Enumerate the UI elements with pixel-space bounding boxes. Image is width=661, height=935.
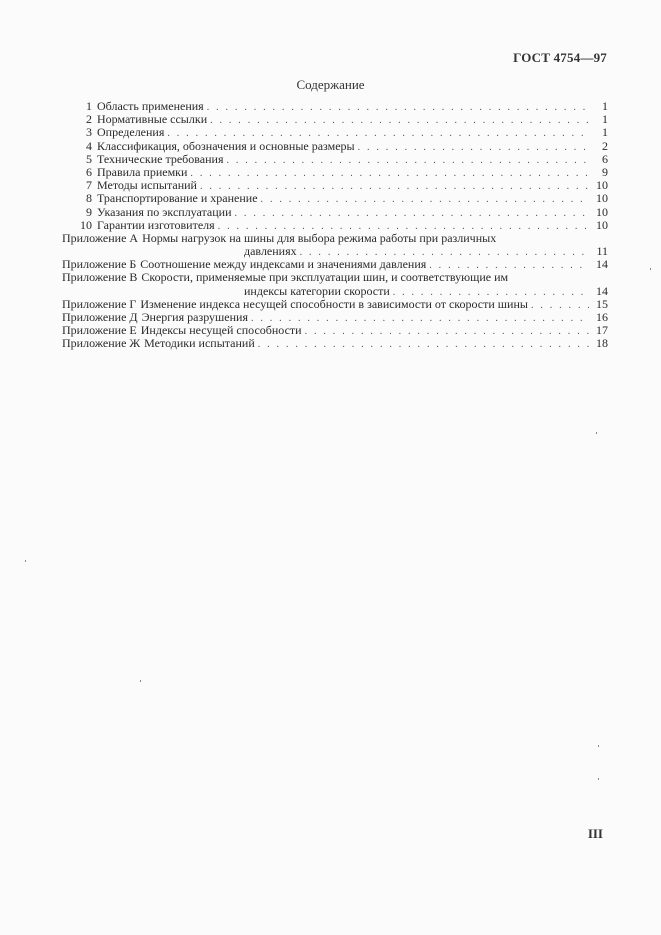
toc-entry-page: 6 [602, 151, 608, 166]
toc-entry-label: Область применения [97, 99, 204, 113]
toc-entry-number: 9 [86, 204, 92, 219]
toc-entry[interactable] [78, 140, 608, 153]
scan-speck [598, 778, 599, 780]
document-code: ГОСТ 4754—97 [513, 50, 607, 65]
dot-leader [190, 167, 589, 180]
toc-entry-number: 6 [86, 164, 92, 179]
toc-entry-page: 1 [602, 99, 608, 113]
toc-entry-label: Технические требования [97, 151, 224, 166]
page-number: III [587, 826, 603, 841]
toc-entry-label: Транспортирование и хранение [97, 191, 258, 206]
toc-entry-page: 9 [602, 164, 608, 179]
toc-entry[interactable] [78, 192, 608, 205]
scan-speck [650, 268, 651, 270]
dot-leader [531, 299, 589, 312]
appendix-prefix: Приложение А [62, 230, 139, 245]
toc-entry-page: 14 [596, 283, 608, 298]
appendix-prefix: Приложение Ж [62, 336, 141, 351]
appendix-label: Скорости, применяемые при эксплуатации шин, и соответствующие им [141, 270, 509, 285]
appendix-label: Энергия разрушения [141, 310, 248, 324]
dot-leader [258, 338, 589, 351]
appendix-label: Изменение индекса несущей способности в зависимости от скорости шины [140, 296, 528, 311]
toc-entry[interactable] [78, 126, 608, 139]
toc-entry-page: 18 [596, 336, 608, 351]
toc-entry-page: 16 [596, 310, 608, 324]
toc-entry-number: 1 [86, 99, 92, 113]
toc-entry-label: Нормативные ссылки [97, 112, 208, 127]
dot-leader [200, 180, 589, 193]
toc-entry-number: 10 [80, 217, 92, 232]
dot-leader [235, 207, 589, 220]
dot-leader [305, 325, 589, 338]
toc-appendix-zh[interactable] [62, 337, 608, 350]
toc-title: Содержание [296, 77, 365, 92]
appendix-label: Нормы нагрузок на шины для выбора режима работы при различных [142, 230, 497, 245]
toc-entry-page: 10 [596, 204, 608, 219]
toc-entry-page: 2 [602, 138, 608, 153]
dot-leader [261, 193, 589, 206]
appendix-prefix: Приложение Е [62, 323, 137, 338]
toc-entry-label: Указания по эксплуатации [97, 204, 232, 219]
dot-leader [358, 141, 589, 154]
toc-entry-label: Гарантии изготовителя [97, 217, 215, 232]
toc-entry-page: 1 [602, 112, 608, 127]
toc-appendix-a[interactable] [62, 232, 608, 245]
appendix-prefix: Приложение Г [62, 296, 137, 311]
toc-entry-label: Правила приемки [97, 164, 188, 179]
toc-entry-number: 5 [86, 151, 92, 166]
scan-speck [598, 745, 599, 747]
scan-speck [140, 680, 141, 682]
toc-entry-label: Классификация, обозначения и основные размеры [97, 138, 355, 153]
dot-leader [226, 154, 589, 167]
toc-entry-page: 10 [596, 191, 608, 206]
toc-entry-number: 4 [86, 138, 92, 153]
scan-speck [25, 560, 26, 562]
toc-entry-label: Определения [97, 125, 165, 140]
appendix-label-continued: индексы категории скорости [244, 283, 390, 298]
toc-entry[interactable] [78, 153, 608, 166]
dot-leader [207, 101, 589, 114]
toc-entry-page: 15 [596, 296, 608, 311]
appendix-prefix: Приложение Б [62, 257, 137, 272]
toc-entry-label: Методы испытаний [97, 178, 197, 193]
toc-entry[interactable] [78, 206, 608, 219]
toc-entry-page: 10 [596, 217, 608, 232]
toc-entry-number: 8 [86, 191, 92, 206]
toc-entry-number: 2 [86, 112, 92, 127]
appendix-prefix: Приложение В [62, 270, 138, 285]
scan-speck [596, 432, 597, 434]
appendix-prefix: Приложение Д [62, 310, 138, 324]
dot-leader [210, 114, 589, 127]
appendix-label: Методики испытаний [144, 336, 255, 351]
toc-entry-page: 10 [596, 178, 608, 193]
appendix-label: Соотношение между индексами и значениями давления [140, 257, 427, 272]
toc-entry-page: 17 [596, 323, 608, 338]
toc-entry-number: 3 [86, 125, 92, 140]
toc-entry[interactable] [72, 219, 608, 232]
toc-entry-page: 14 [596, 257, 608, 272]
appendix-label: Индексы несущей способности [140, 323, 302, 338]
appendix-label-continued: давлениях [244, 244, 297, 259]
toc-appendix-v-continued[interactable] [78, 285, 608, 298]
table-of-contents [62, 99, 608, 351]
toc-entry-number: 7 [86, 178, 92, 193]
toc-entry-page: 1 [602, 125, 608, 140]
toc-entry-page: 11 [596, 244, 608, 259]
toc-appendix-v[interactable] [62, 271, 608, 284]
